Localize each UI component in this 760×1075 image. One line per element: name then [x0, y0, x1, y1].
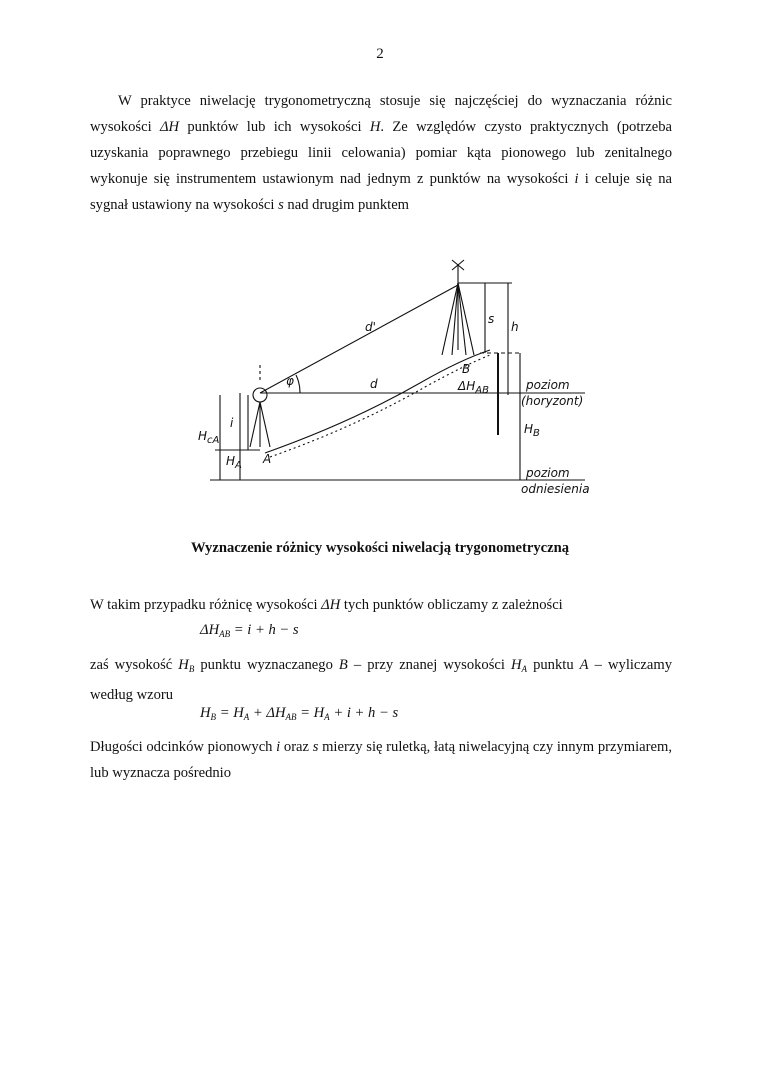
terrain-hatch — [270, 355, 490, 457]
label-poziom-reference: poziom — [526, 466, 570, 480]
label-dHAB: $\Delta H_{AB}$ — [458, 379, 489, 396]
label-HcA: $H_{cA}$ — [198, 429, 220, 446]
figure-caption: Wyznaczenie różnicy wysokości niwelacją trygonometryczną — [191, 540, 569, 556]
label-phi: φ — [286, 374, 294, 388]
label-s: s — [488, 312, 495, 326]
label-d-prime: d' — [365, 320, 376, 334]
page-number: 2 — [376, 46, 384, 62]
instrument-icon — [253, 388, 267, 402]
label-i: i — [230, 416, 234, 430]
label-B: B — [462, 362, 471, 376]
terrain-profile — [265, 350, 490, 453]
label-h: h — [511, 320, 519, 334]
intro-paragraph: W praktyce niwelację trygonometryczną stosuje się najczęściej do wyznaczania różnic wysokości ΔH punktów lub ich wysokości H. Ze względów czysto praktycznych (potrzeba uzyskania poprawnego przebiegu linii celowania) pomiar kąta pionowego lub zenitalnego wykonuje się instrumentem ustawionym nad jednym z punktów na wysokości i i celuje się na sygnał ustawiony na wysokości s nad drugim punktem — [90, 93, 672, 213]
trig-levelling-diagram — [190, 255, 610, 505]
paragraph-3: zaś wysokość $H_B$ punktu wyznaczanego B – przy znanej wysokości $H_A$ punktu A – wyliczamy według wzoru — [90, 657, 673, 703]
label-HA: $H_A$ — [226, 454, 242, 471]
label-A: A — [263, 452, 272, 466]
label-d: d — [370, 377, 378, 391]
label-poziom-horizon: poziom — [526, 378, 570, 392]
label-odniesienia: odniesienia — [521, 482, 590, 496]
label-horyzont: (horyzont) — [521, 394, 584, 408]
label-HB: $H_B$ — [524, 422, 540, 439]
equation-1: $\Delta H_{AB} = i + h - s$ — [200, 622, 299, 639]
equation-2: $H_B = H_A + \Delta H_{AB} = H_A + i + h - s$ — [200, 705, 399, 722]
paragraph-2: W takim przypadku różnicę wysokości ΔH tych punktów obliczamy z zależności — [90, 597, 563, 613]
paragraph-4: Długości odcinków pionowych i oraz s mierzy się ruletką, łatą niwelacyjną czy innym przymiarem, lub wyznacza pośrednio — [90, 739, 672, 781]
